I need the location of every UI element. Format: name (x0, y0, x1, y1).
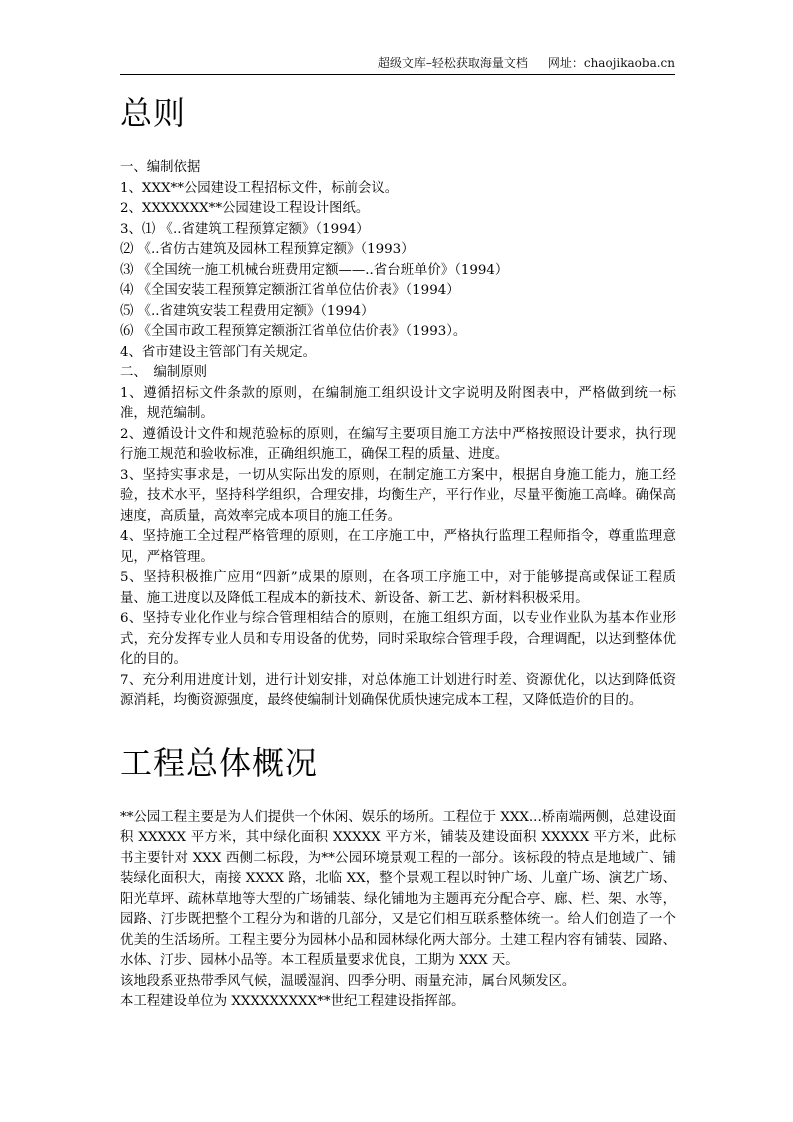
list-item: ⑷ 《全国安装工程预算定额浙江省单位估价表》（1994） (120, 283, 460, 298)
list-item: 1、遵循招标文件条款的原则，在编制施工组织设计文字说明及附图表中，严格做到统一标准，规范编制。 (120, 385, 676, 421)
list-item: 1、XXX**公园建设工程招标文件，标前会议。 (120, 180, 399, 196)
section-general-body (120, 158, 676, 712)
section-title-general: 总则 (120, 94, 187, 132)
header-title: 超级文库–轻松获取海量文档 (377, 56, 528, 70)
list-item: 3、⑴ 《..省建筑工程预算定额》（1994） (120, 221, 370, 237)
header-site-label: 网址：chaojikaoba.cn (547, 56, 675, 70)
list-item: ⑹ 《全国市政工程预算定额浙江省单位估价表》（1993）。 (120, 324, 467, 339)
list-item: 5、坚持积极推广应用“四新”成果的原则，在各项工序施工中，对于能够提高或保证工程质量、施工进度以及降低工程成本的新技术、新设备、新工艺、新材料积极采用。 (120, 570, 676, 606)
page-header (120, 55, 675, 75)
list-item: ⑸ 《..省建筑安装工程费用定额》（1994） (120, 303, 375, 319)
heading-basis: 一、编制依据 (120, 160, 201, 175)
section-overview-body (120, 808, 676, 1013)
list-item: ⑵ 《..省仿古建筑及园林工程预算定额》（1993） (120, 242, 415, 257)
paragraph: **公园工程主要是为人们提供一个休闲、娱乐的场所。工程位于 XXX...桥南端两侧，总建设面积 XXXXX 平方米，其中绿化面积 XXXXX 平方米，铺装及建设面积 XXXXX 平方米，此标书主要针对 XXX 西侧二标段，为**公园环境景观工程的一部分。该标段的特点是地域广、铺装绿化面积大，南接 XXXX 路，北临 XX，整个景观工程以时钟广场、儿童广场、演艺广场、阳光草坪、疏林草地等大型的广场铺装、绿化铺地为主题再充分配合亭、廊、栏、架、水等，园路、汀步既把整个工程分为和谐的几部分，又是它们相互联系整体统一。给人们创造了一个优美的生活场所。工程主要分为园林小品和园林绿化两大部分。土建工程内容有铺装、园路、水体、汀步、园林小品等。本工程质量要求优良，工期为 XXX 天。 (120, 809, 676, 968)
section-title-overview: 工程总体概况 (120, 743, 319, 782)
list-item: 2、XXXXXXX**公园建设工程设计图纸。 (120, 201, 370, 216)
list-item: 3、坚持实事求是，一切从实际出发的原则，在制定施工方案中，根据自身施工能力，施工经验，技术水平，坚持科学组织，合理安排，均衡生产，平行作业，尽量平衡施工高峰。确保高速度，高质量，高效率完成本项目的施工任务。 (120, 467, 676, 524)
paragraph: 本工程建设单位为 XXXXXXXXX**世纪工程建设指挥部。 (120, 994, 465, 1009)
list-item: 4、省市建设主管部门有关规定。 (120, 344, 316, 360)
paragraph: 该地段系亚热带季风气候，温暖湿润、四季分明、雨量充沛，属台风频发区。 (120, 973, 576, 989)
list-item: ⑶ 《全国统一施工机械台班费用定额——..省台班单价》（1994） (120, 262, 509, 278)
list-item: 6、坚持专业化作业与综合管理相结合的原则，在施工组织方面，以专业作业队为基本作业形式，充分发挥专业人员和专用设备的优势，同时采取综合管理手段，合理调配，以达到整体优化的目的。 (120, 611, 676, 667)
list-item: 4、坚持施工全过程严格管理的原则，在工序施工中，严格执行监理工程师指令，尊重监理意见，严格管理。 (120, 529, 676, 565)
list-item: 2、遵循设计文件和规范验标的原则，在编写主要项目施工方法中严格按照设计要求，执行现行施工规范和验收标准，正确组织施工，确保工程的质量、进度。 (120, 426, 676, 462)
heading-principles: 二、 编制原则 (120, 365, 208, 380)
list-item: 7、充分利用进度计划，进行计划安排，对总体施工计划进行时差、资源优化，以达到降低资源消耗，均衡资源强度，最终使编制计划确保优质快速完成本工程，又降低造价的目的。 (120, 672, 676, 708)
document-body (120, 90, 676, 1013)
